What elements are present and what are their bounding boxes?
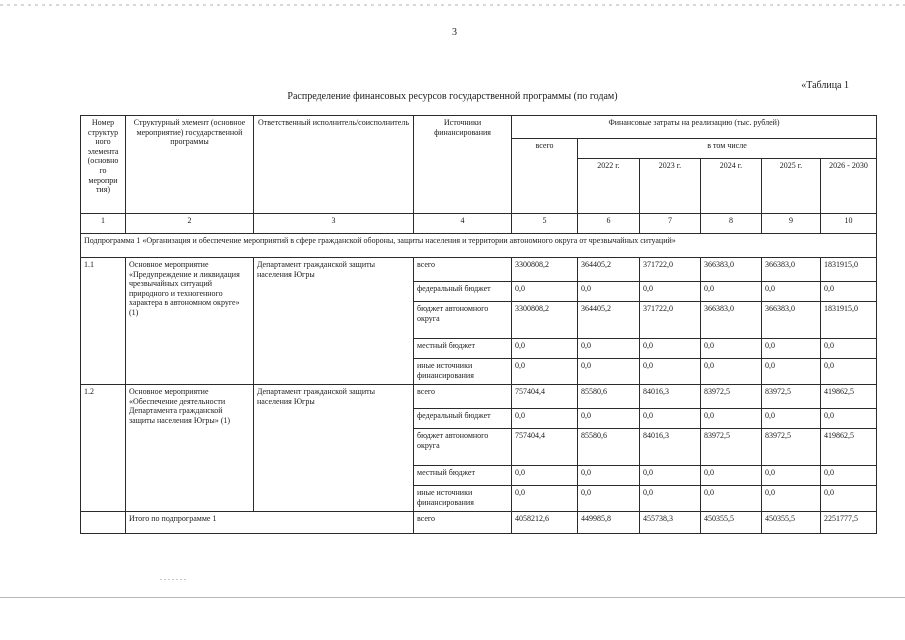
header-financial: Финансовые затраты на реализацию (тыс. рублей) — [512, 116, 877, 139]
summary-amount: 2251777,5 — [821, 512, 877, 534]
amount-cell: 0,0 — [762, 359, 821, 385]
funding-source: бюджет автономного округа — [414, 429, 512, 466]
summary-amount: 450355,5 — [762, 512, 821, 534]
amount-cell: 85580,6 — [578, 385, 640, 409]
funding-source: всего — [414, 385, 512, 409]
amount-cell: 419862,5 — [821, 429, 877, 466]
amount-cell: 83972,5 — [762, 429, 821, 466]
header-number: Номер структур ного элемента (основно го меропри тия) — [81, 116, 126, 214]
amount-cell: 366383,0 — [762, 258, 821, 282]
amount-cell: 0,0 — [821, 359, 877, 385]
amount-cell: 0,0 — [512, 486, 578, 512]
scan-edge-top — [0, 4, 905, 6]
amount-cell: 0,0 — [512, 409, 578, 429]
amount-cell: 366383,0 — [762, 302, 821, 339]
funding-source: иные источники финансирования — [414, 359, 512, 385]
amount-cell: 364405,2 — [578, 258, 640, 282]
amount-cell: 371722,0 — [640, 258, 701, 282]
header-year: 2026 - 2030 — [821, 159, 877, 214]
header-year: 2024 г. — [701, 159, 762, 214]
activity-name: Основное мероприятие «Обеспечение деятельности Департамента гражданской защиты населения Югры» (1) — [126, 385, 254, 512]
amount-cell: 757404,4 — [512, 429, 578, 466]
amount-cell: 0,0 — [578, 339, 640, 359]
amount-cell: 0,0 — [762, 486, 821, 512]
summary-amount: 4058212,6 — [512, 512, 578, 534]
amount-cell: 0,0 — [701, 466, 762, 486]
amount-cell: 0,0 — [701, 282, 762, 302]
amount-cell: 0,0 — [512, 282, 578, 302]
amount-cell: 0,0 — [578, 282, 640, 302]
amount-cell: 3300808,2 — [512, 258, 578, 282]
amount-cell: 1831915,0 — [821, 258, 877, 282]
column-number: 4 — [414, 214, 512, 234]
header-year: 2022 г. — [578, 159, 640, 214]
amount-cell: 0,0 — [640, 466, 701, 486]
column-number: 3 — [254, 214, 414, 234]
amount-cell: 83972,5 — [701, 429, 762, 466]
activity-responsible: Департамент гражданской защиты населения Югры — [254, 258, 414, 385]
funding-source: федеральный бюджет — [414, 409, 512, 429]
header-responsible: Ответственный исполнитель/соисполнитель — [254, 116, 414, 214]
activity-number: 1.1 — [81, 258, 126, 385]
column-number: 8 — [701, 214, 762, 234]
table-label: «Таблица 1 — [801, 80, 849, 91]
amount-cell: 0,0 — [640, 282, 701, 302]
amount-cell: 366383,0 — [701, 258, 762, 282]
funding-source: бюджет автономного округа — [414, 302, 512, 339]
funding-source: федеральный бюджет — [414, 282, 512, 302]
amount-cell: 0,0 — [578, 409, 640, 429]
amount-cell: 0,0 — [762, 339, 821, 359]
amount-cell: 0,0 — [512, 466, 578, 486]
amount-cell: 0,0 — [821, 282, 877, 302]
header-total: всего — [512, 139, 578, 214]
amount-cell: 0,0 — [701, 409, 762, 429]
amount-cell: 371722,0 — [640, 302, 701, 339]
column-number: 6 — [578, 214, 640, 234]
header-year: 2023 г. — [640, 159, 701, 214]
activity-responsible: Департамент гражданской защиты населения Югры — [254, 385, 414, 512]
amount-cell: 364405,2 — [578, 302, 640, 339]
amount-cell: 0,0 — [578, 466, 640, 486]
column-number: 5 — [512, 214, 578, 234]
amount-cell: 366383,0 — [701, 302, 762, 339]
column-numbers-row — [81, 214, 877, 234]
amount-cell: 1831915,0 — [821, 302, 877, 339]
amount-cell: 0,0 — [821, 409, 877, 429]
scan-edge-bottom — [0, 597, 905, 598]
amount-cell: 0,0 — [512, 359, 578, 385]
amount-cell: 83972,5 — [762, 385, 821, 409]
amount-cell: 757404,4 — [512, 385, 578, 409]
financial-table — [80, 115, 877, 534]
amount-cell: 0,0 — [640, 359, 701, 385]
activity-name: Основное мероприятие «Предупреждение и ликвидация чрезвычайных ситуаций природного и техногенного характера в автономном округе» (1) — [126, 258, 254, 385]
header-year: 2025 г. — [762, 159, 821, 214]
amount-cell: 84016,3 — [640, 429, 701, 466]
amount-cell: 0,0 — [512, 339, 578, 359]
amount-cell: 0,0 — [821, 486, 877, 512]
summary-amount: 450355,5 — [701, 512, 762, 534]
amount-cell: 0,0 — [701, 486, 762, 512]
header-element: Структурный элемент (основное мероприятие) государственной программы — [126, 116, 254, 214]
amount-cell: 419862,5 — [821, 385, 877, 409]
amount-cell: 0,0 — [701, 339, 762, 359]
summary-amount: 449985,8 — [578, 512, 640, 534]
amount-cell: 0,0 — [821, 339, 877, 359]
column-number: 9 — [762, 214, 821, 234]
amount-cell: 0,0 — [578, 486, 640, 512]
column-number: 7 — [640, 214, 701, 234]
summary-number — [81, 512, 126, 534]
funding-source: иные источники финансирования — [414, 486, 512, 512]
table-row — [81, 385, 877, 409]
amount-cell: 0,0 — [640, 409, 701, 429]
funding-source: местный бюджет — [414, 466, 512, 486]
column-number: 10 — [821, 214, 877, 234]
summary-row — [81, 512, 877, 534]
amount-cell: 0,0 — [821, 466, 877, 486]
amount-cell: 0,0 — [578, 359, 640, 385]
funding-source: всего — [414, 258, 512, 282]
column-number: 1 — [81, 214, 126, 234]
amount-cell: 0,0 — [640, 339, 701, 359]
subprogram-title: Подпрограмма 1 «Организация и обеспечение мероприятий в сфере гражданской обороны, защиты населения и территории автономного округа от чрезвычайных ситуаций» — [81, 234, 877, 258]
page-number: 3 — [452, 27, 457, 38]
amount-cell: 0,0 — [762, 466, 821, 486]
table-row — [81, 258, 877, 282]
amount-cell: 0,0 — [640, 486, 701, 512]
amount-cell: 85580,6 — [578, 429, 640, 466]
funding-source: местный бюджет — [414, 339, 512, 359]
header-including: в том числе — [578, 139, 877, 159]
amount-cell: 0,0 — [701, 359, 762, 385]
summary-amount: 455738,3 — [640, 512, 701, 534]
header-sources: Источники финансирования — [414, 116, 512, 214]
amount-cell: 3300808,2 — [512, 302, 578, 339]
document-title: Распределение финансовых ресурсов государственной программы (по годам) — [287, 91, 618, 102]
column-number: 2 — [126, 214, 254, 234]
summary-label: Итого по подпрограмме 1 — [126, 512, 414, 534]
amount-cell: 83972,5 — [701, 385, 762, 409]
scan-mark — [160, 579, 188, 580]
amount-cell: 84016,3 — [640, 385, 701, 409]
summary-source: всего — [414, 512, 512, 534]
amount-cell: 0,0 — [762, 409, 821, 429]
activity-number: 1.2 — [81, 385, 126, 512]
amount-cell: 0,0 — [762, 282, 821, 302]
